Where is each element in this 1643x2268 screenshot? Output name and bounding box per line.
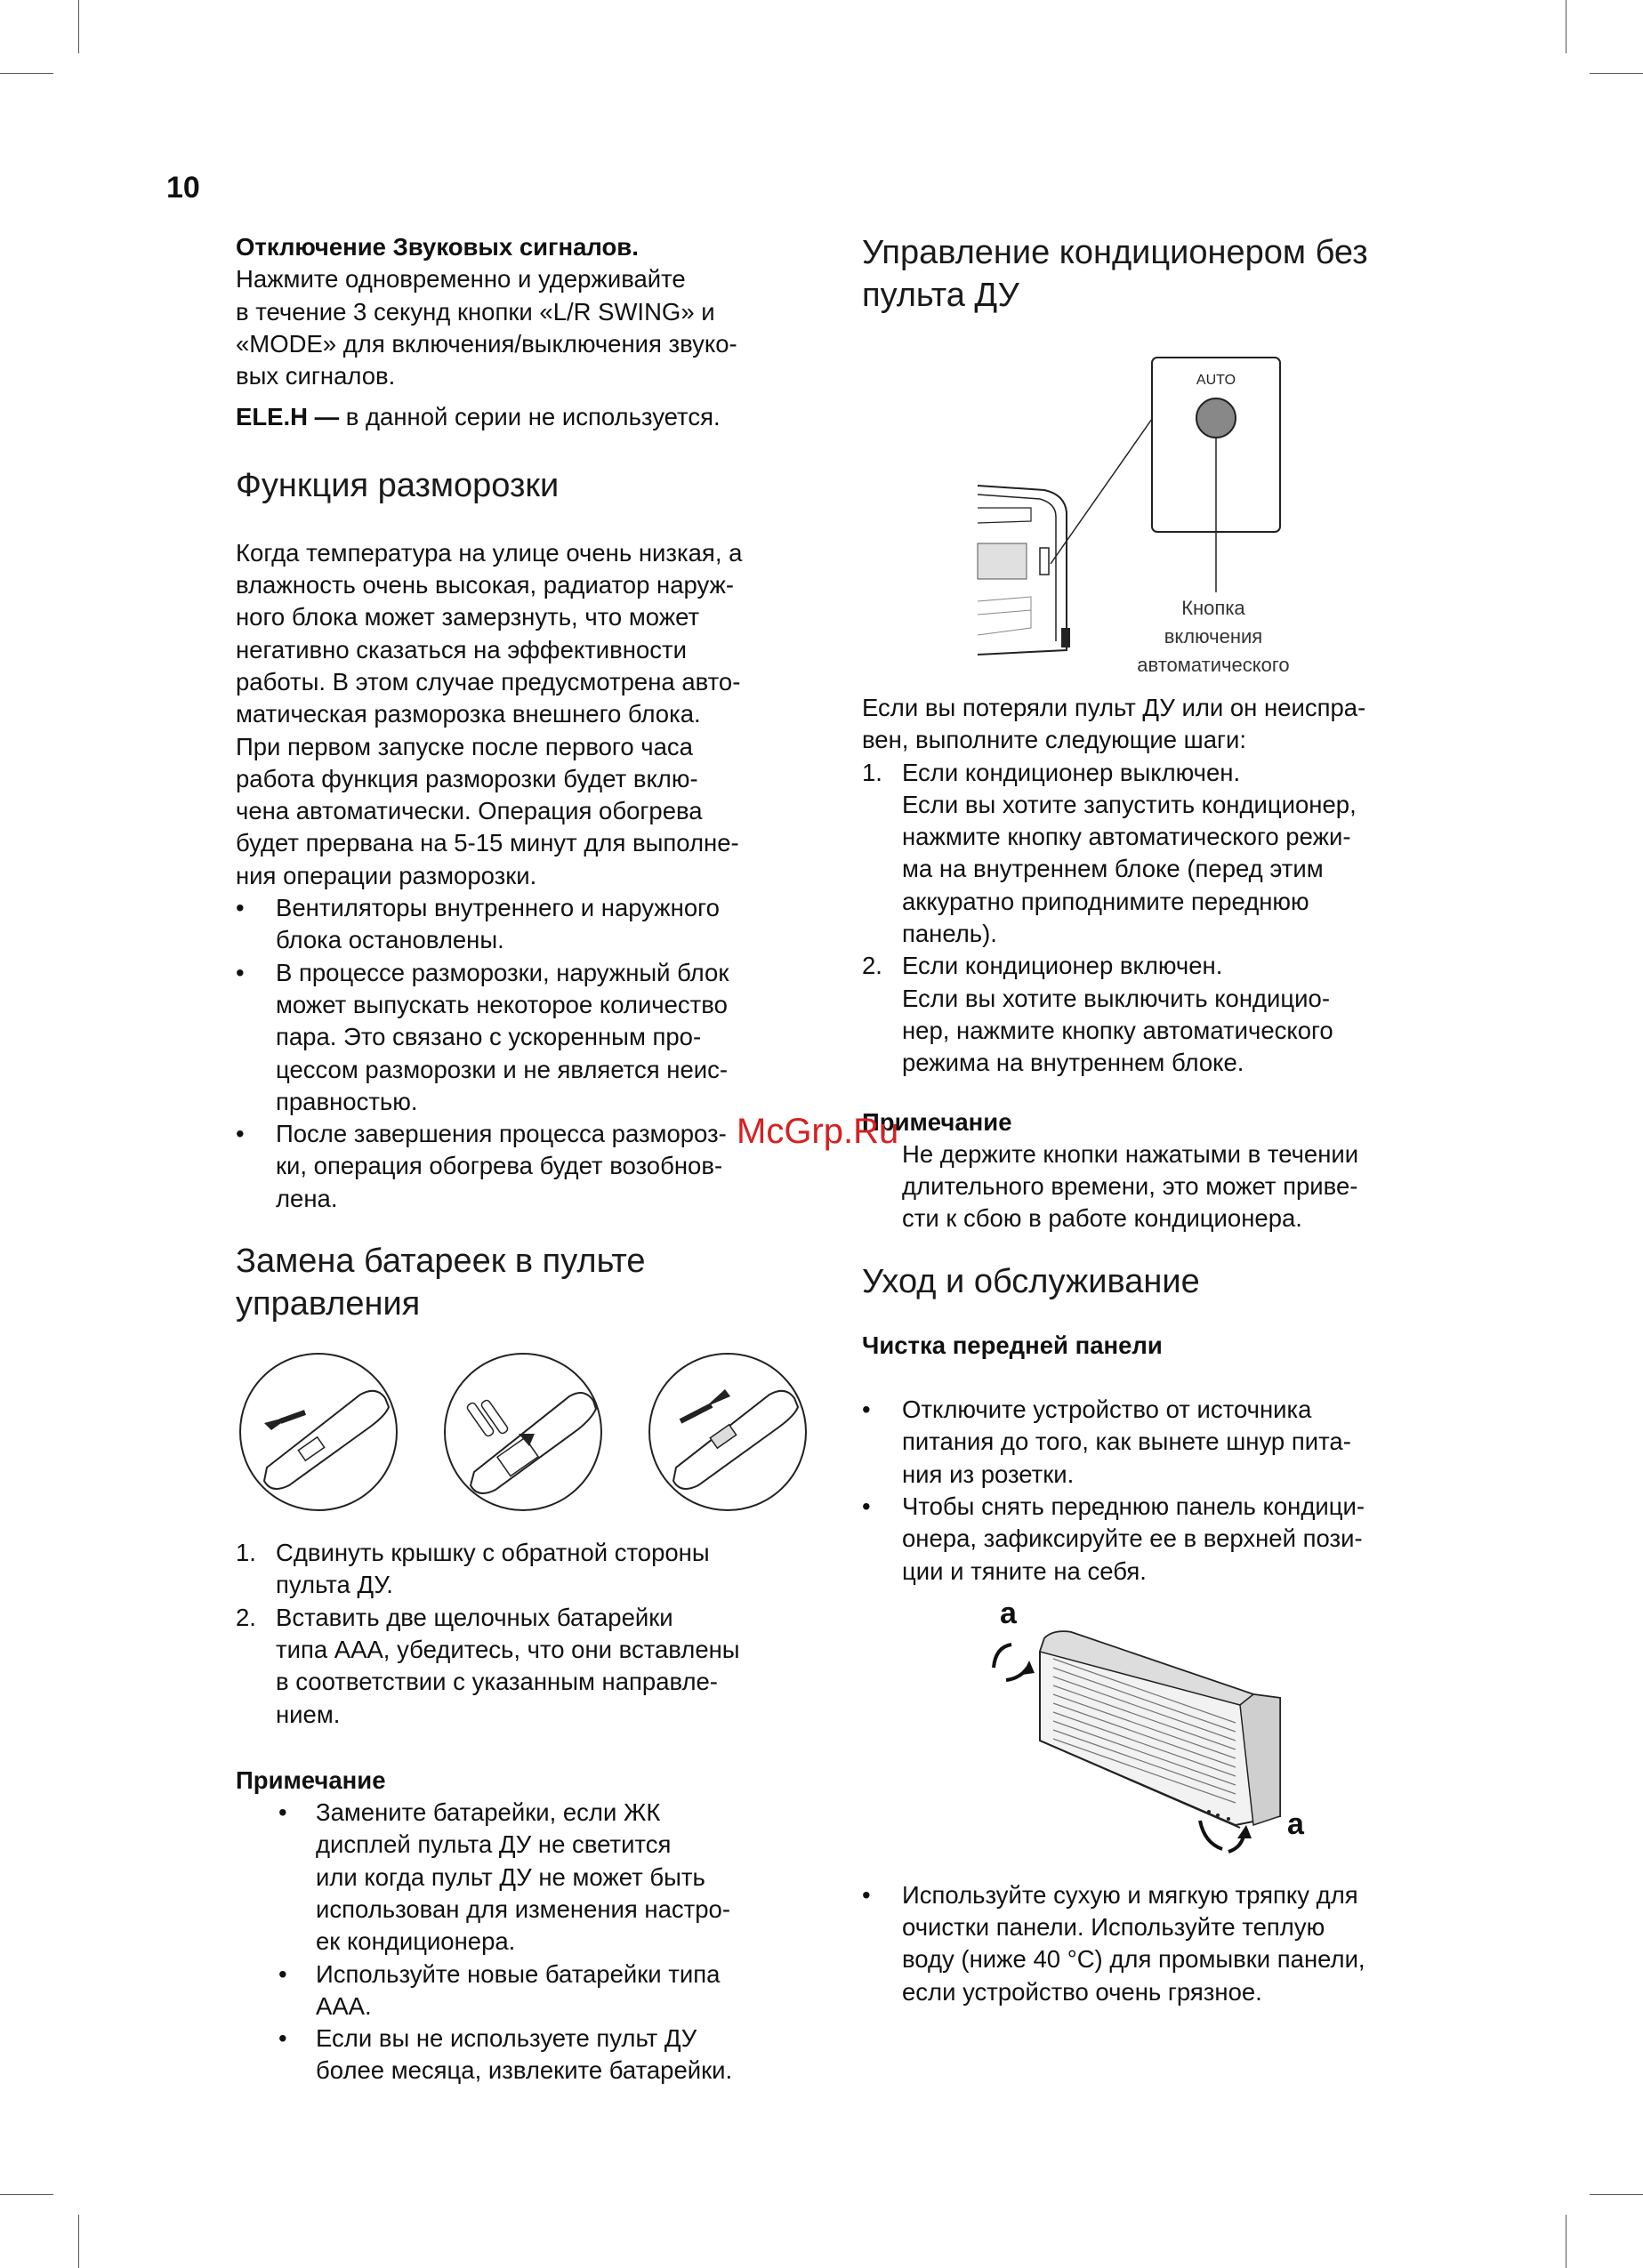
no-remote-steps [862,757,1458,1080]
crop-mark [78,2215,79,2268]
cleaning-bullets [862,1879,1458,2008]
right-column [862,231,1458,2008]
crop-mark [1590,2194,1643,2195]
no-remote-note-title: Примечание [862,1107,1012,1136]
battery-replacement-illustration [236,1352,823,1512]
page-number: 10 [166,171,200,205]
crop-mark [0,73,53,74]
list-item: • Отключите устройство от источника питания до того, как вынете шнур пита- ния из розетки. [862,1395,1351,1488]
list-item: • Вентиляторы внутреннего и наружного блока остановлены. [236,894,720,954]
step-1-remote-image [240,1354,397,1510]
auto-button-caption: Кнопка включения автоматического [1137,597,1290,676]
no-remote-intro: Если вы потеряли пульт ДУ или он неиспра- вен, выполните следующие шаги: [862,694,1366,754]
step-2-remote-image [445,1354,601,1510]
list-item: 1. Если кондиционер выключен. Если вы хотите запустить кондиционер, нажмите кнопку автоматического режи- ма на внутреннем блоке (перед этим аккуратно приподнимите переднюю панель). [862,758,1357,948]
beep-title: Отключение Звуковых сигналов. [236,233,639,261]
list-item: • После завершения процесса размороз- ки, операция обогрева будет возобнов- лена. [236,1120,727,1212]
list-item: • В процессе разморозки, наружный блок может выпускать некоторое количество пара. Это связано с ускоренным про- цессом разморозки и не является неис- правностью. [236,958,729,1115]
list-item: 1. Сдвинуть крышку с обратной стороны пульта ДУ. [236,1539,710,1599]
defrost-text: Когда температура на улице очень низкая, а влажность очень высокая, радиатор наруж- ного блока может замерзнуть, что может негативно сказаться на эффективности работы. В этом случае предусмотрена авто- матическая разморозка внешнего блока. При первом запуске после первого часа работа функция разморозки будет вклю- чена автоматически. Операция обогрева будет прервана на 5-15 минут для выполне- ния операции разморозки. [236,538,743,889]
no-remote-note-text: Не держите кнопки нажатыми в течении длительного времени, это может приве- сти к сбою в работе кондиционера. [902,1139,1359,1233]
list-item: • Замените батарейки, если ЖК дисплей пульта ДУ не светится или когда пульт ДУ не может быть использован для изменения настро- ек кондиционера. [278,1798,731,1956]
care-heading: Уход и обслуживание [862,1262,1200,1300]
crop-mark [1590,73,1643,74]
auto-button-illustration [862,334,1458,681]
list-item: • Используйте новые батарейки типа ААА. [278,1959,721,2020]
panel-bullets [862,1394,1458,1588]
battery-note-title: Примечание [236,1765,386,1794]
list-item: 2. Вставить две щелочных батарейки типа ААА, убедитесь, что они вставлены в соответствии с указанным направле- нием. [236,1603,740,1728]
panel-cleaning-title: Чистка передней панели [862,1331,1163,1359]
step-3-remote-image [649,1354,806,1510]
defrost-heading: Функция разморозки [236,466,560,504]
list-item: 2. Если кондиционер включен. Если вы хотите выключить кондицио- нер, нажмите кнопку автоматического режима на внутреннем блоке. [862,952,1333,1077]
crop-mark [0,2194,53,2195]
eleh-note: ELE.H — в данной серии не используется. [236,403,721,431]
label-a-bottom: a [1287,1806,1304,1841]
auto-label: AUTO [1196,373,1236,388]
crop-mark [78,0,79,53]
front-panel-illustration [862,1598,1458,1865]
list-item: • Используйте сухую и мягкую тряпку для очистки панели. Используйте теплую воду (ниже 40 °C) для промывки панели, если устройство очень грязное. [862,1880,1365,2006]
label-a-top: a [1000,1597,1017,1630]
defrost-bullets [236,892,823,1215]
watermark: McGrp.Ru [737,1112,899,1151]
no-remote-heading: Управление кондиционером без пульта ДУ [862,234,1368,314]
battery-note-bullets [236,1797,823,2087]
beep-text: Нажмите одновременно и удерживайте в течение 3 секунд кнопки «L/R SWING» и «MODE» для включения/выключения звуко- вых сигналов. [236,265,737,390]
battery-steps [236,1537,823,1731]
left-column [236,231,823,2087]
auto-button[interactable] [1196,398,1236,438]
list-item: • Если вы не используете пульт ДУ более месяца, извлеките батарейки. [278,2024,733,2085]
list-item: • Чтобы снять переднюю панель кондици- онера, зафиксируйте ее в верхней пози- ции и тяните на себя. [862,1492,1365,1585]
battery-heading: Замена батареек в пульте управления [236,1243,646,1323]
